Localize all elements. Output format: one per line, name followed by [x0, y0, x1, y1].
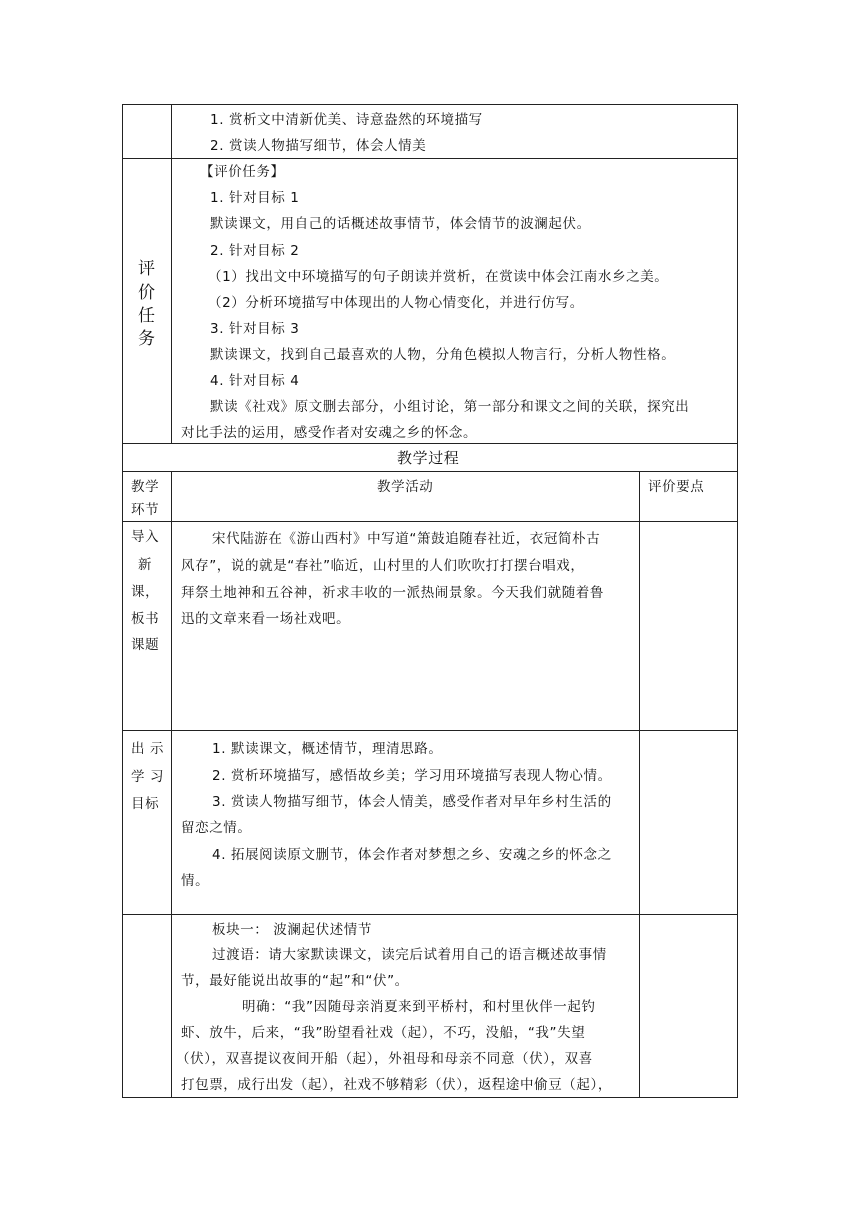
column-divider: [639, 471, 640, 1098]
goal-line: 2. 赏读人物描写细节，体会人情美: [210, 138, 427, 154]
evaluation-label-char: 价: [138, 283, 156, 303]
evaluation-line: 默读课文，找到自己最喜欢的人物，分角色模拟人物言行，分析人物性格。: [210, 347, 676, 363]
column-divider: [171, 104, 172, 444]
activity-line: 1. 默读课文，概述情节，理清思路。: [212, 741, 443, 757]
stage-label: 新: [138, 557, 153, 573]
row-divider: [122, 521, 738, 522]
evaluation-line: （2）分析环境描写中体现出的人物心情变化，并进行仿写。: [208, 295, 584, 311]
header-stage: 环节: [131, 502, 160, 518]
goal-line: 1. 赏析文中清新优美、诗意盎然的环境描写: [210, 112, 483, 128]
stage-label: 出 示: [131, 741, 165, 757]
stage-label: 课题: [131, 637, 160, 653]
evaluation-line: 默读课文，用自己的话概述故事情节，体会情节的波澜起伏。: [210, 216, 591, 232]
activity-line: 风存”，说的就是“春社”临近，山村里的人们吹吹打打摆台唱戏，: [181, 558, 585, 574]
evaluation-line: 对比手法的运用，感受作者对安魂之乡的怀念。: [181, 425, 478, 441]
evaluation-label-char: 务: [138, 329, 156, 349]
stage-label: 导入: [131, 529, 160, 545]
table-border-left: [122, 104, 123, 1098]
activity-line: 打包票，成行出发（起），社戏不够精彩（伏），返程途中偷豆（起），: [181, 1077, 612, 1093]
activity-line: 明确：“我”因随母亲消夏来到平桥村，和村里伙伴一起钓: [242, 999, 596, 1015]
row-divider: [122, 914, 738, 915]
activity-line: 迅的文章来看一场社戏吧。: [181, 611, 351, 627]
activity-line: 宋代陆游在《游山西村》中写道“箫鼓追随春社近，衣冠简朴古: [212, 531, 601, 547]
activity-line: 节，最好能说出故事的“起”和“伏”。: [181, 973, 409, 989]
evaluation-line: 3. 针对目标 3: [210, 321, 300, 337]
stage-label: 学 习: [131, 769, 165, 785]
evaluation-line: 4. 针对目标 4: [210, 373, 300, 389]
activity-line: 拜祭土地神和五谷神，祈求丰收的一派热闹景象。今天我们就随着鲁: [181, 585, 604, 601]
activity-line: 3. 赏读人物描写细节，体会人情美，感受作者对早年乡村生活的: [212, 794, 612, 810]
row-divider: [122, 471, 738, 472]
stage-label: 课，: [131, 584, 160, 600]
column-divider: [171, 471, 172, 1098]
activity-line: 2. 赏析环境描写，感悟故乡美；学习用环境描写表现人物心情。: [212, 768, 612, 784]
header-stage: 教学: [131, 479, 160, 495]
activity-line: 板块一： 波澜起伏述情节: [212, 922, 372, 938]
evaluation-line: 1. 针对目标 1: [210, 190, 300, 206]
evaluation-label-char: 任: [138, 306, 156, 326]
process-title: 教学过程: [397, 449, 460, 467]
header-activity: 教学活动: [377, 479, 434, 495]
activity-line: 情。: [181, 873, 210, 889]
table-border-right: [737, 104, 738, 1098]
row-divider: [122, 158, 738, 159]
activity-line: 4. 拓展阅读原文删节，体会作者对梦想之乡、安魂之乡的怀念之: [212, 847, 612, 863]
stage-label: 板书: [131, 611, 160, 627]
table-border-bottom: [122, 1097, 738, 1098]
activity-line: （伏），双喜提议夜间开船（起），外祖母和母亲不同意（伏），双喜: [176, 1051, 593, 1067]
header-points: 评价要点: [648, 479, 705, 495]
evaluation-line: （1）找出文中环境描写的句子朗读并赏析，在赏读中体会江南水乡之美。: [208, 269, 669, 285]
evaluation-line: 2. 针对目标 2: [210, 243, 300, 259]
evaluation-line: 【评价任务】: [200, 164, 285, 180]
evaluation-label-char: 评: [138, 259, 156, 279]
activity-line: 过渡语：请大家默读课文，读完后试着用自己的语言概述故事情: [212, 947, 607, 963]
row-divider: [122, 730, 738, 731]
row-divider: [122, 443, 738, 444]
stage-label: 目标: [131, 796, 160, 812]
activity-line: 虾、放牛，后来，“我”盼望看社戏（起），不巧，没船，“我”失望: [181, 1025, 586, 1041]
activity-line: 留恋之情。: [181, 820, 252, 836]
table-border-top: [122, 104, 738, 105]
evaluation-line: 默读《社戏》原文删去部分，小组讨论，第一部分和课文之间的关联，探究出: [210, 399, 690, 415]
